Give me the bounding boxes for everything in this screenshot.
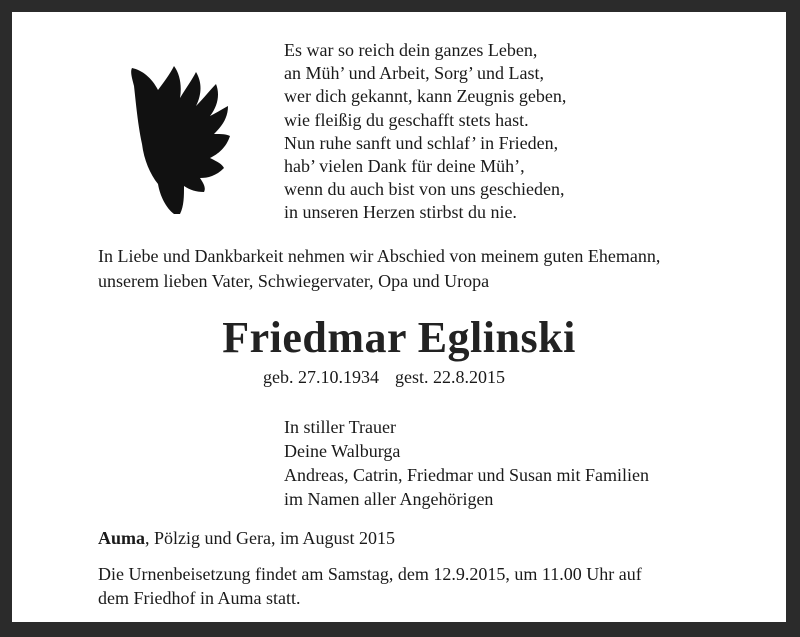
mourner-line: Andreas, Catrin, Friedmar und Susan mit Familien <box>284 465 649 485</box>
intro-line: unserem lieben Vater, Schwiegervater, Opa und Uropa <box>98 271 490 291</box>
intro-line: In Liebe und Dankbarkeit nehmen wir Abschied von meinem guten Ehemann, <box>98 246 661 266</box>
poem-line: wie fleißig du geschafft stets hast. <box>284 109 529 130</box>
mourner-line: In stiller Trauer <box>284 417 396 437</box>
mourner-line: Deine Walburga <box>284 441 401 461</box>
funeral-notice <box>98 562 642 610</box>
deceased-name: Friedmar Eglinski <box>222 313 576 362</box>
place-and-date <box>98 528 395 549</box>
mourners-list <box>284 415 649 511</box>
place-town: Auma <box>98 528 146 548</box>
birth-date: geb. 27.10.1934 <box>263 367 379 387</box>
poem-line: hab’ vielen Dank für deine Müh’, <box>284 156 525 177</box>
poem-line: Nun ruhe sanft und schlaf’ in Frieden, <box>284 132 559 153</box>
funeral-line: Die Urnenbeisetzung findet am Samstag, dem 12.9.2015, um 11.00 Uhr auf <box>98 564 642 584</box>
poem-line: an Müh’ und Arbeit, Sorg’ und Last, <box>284 63 544 84</box>
obituary-card <box>12 12 786 622</box>
place-rest: , Pölzig und Gera, im August 2015 <box>145 528 396 548</box>
poem-line: in unseren Herzen stirbst du nie. <box>284 202 517 223</box>
poem-line: wer dich gekannt, kann Zeugnis geben, <box>284 86 567 107</box>
poem-line: wenn du auch bist von uns geschieden, <box>284 179 565 200</box>
funeral-line: dem Friedhof in Auma statt. <box>98 588 301 608</box>
poem <box>284 39 566 225</box>
mourner-line: im Namen aller Angehörigen <box>284 489 494 509</box>
life-dates <box>263 367 505 388</box>
antler-icon <box>130 64 234 216</box>
farewell-intro <box>98 244 660 294</box>
death-date: gest. 22.8.2015 <box>395 367 505 387</box>
poem-line: Es war so reich dein ganzes Leben, <box>284 40 538 60</box>
